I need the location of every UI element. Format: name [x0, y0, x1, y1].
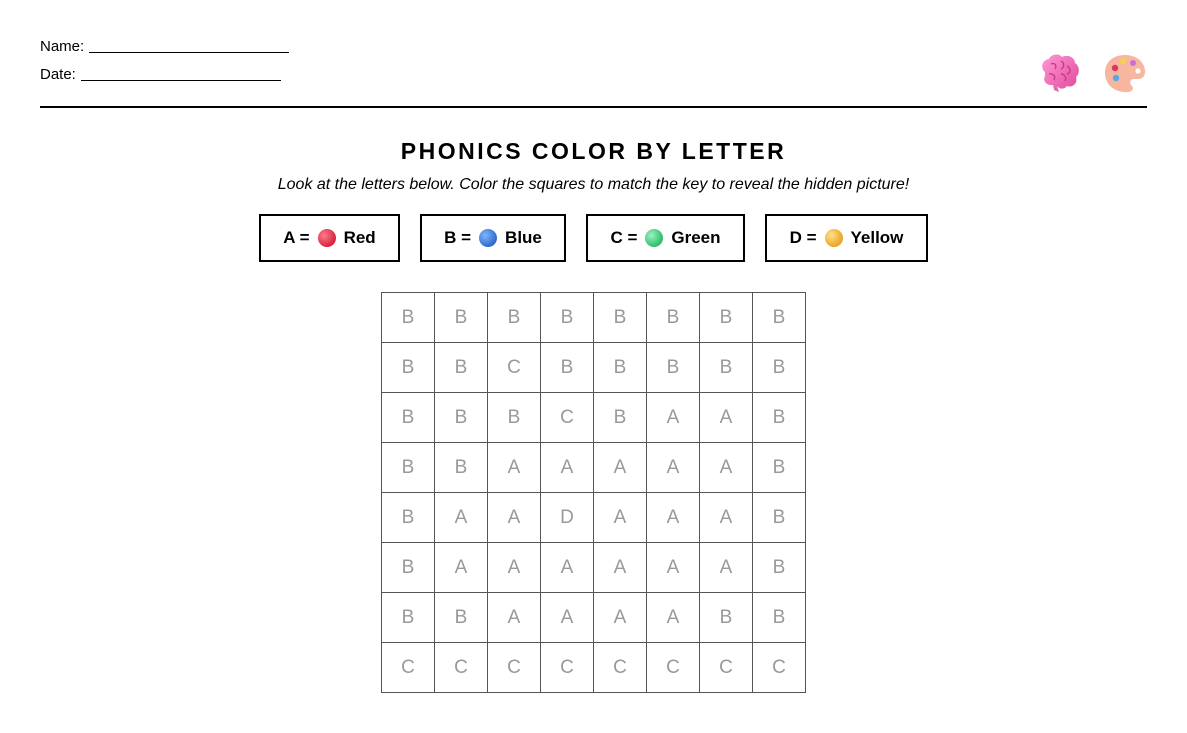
grid-cell[interactable]: B — [435, 293, 488, 343]
grid-cell[interactable]: A — [700, 393, 753, 443]
grid-cell[interactable]: C — [435, 643, 488, 693]
grid-cell[interactable]: A — [700, 543, 753, 593]
worksheet-instructions: Look at the letters below. Color the squares to match the key to reveal the hidden picture! — [277, 176, 910, 193]
grid-cell[interactable]: B — [594, 343, 647, 393]
grid-cell[interactable]: A — [488, 543, 541, 593]
grid-cell[interactable]: A — [541, 543, 594, 593]
grid-cell[interactable]: A — [647, 543, 700, 593]
grid-cell[interactable]: A — [647, 443, 700, 493]
brain-icon — [1037, 52, 1081, 94]
grid-cell[interactable]: B — [382, 543, 435, 593]
grid-cell[interactable]: B — [753, 593, 806, 643]
grid-cell[interactable]: B — [435, 343, 488, 393]
grid-cell[interactable]: C — [382, 643, 435, 693]
date-field-row — [40, 66, 281, 83]
grid-cell[interactable]: B — [700, 293, 753, 343]
grid-cell[interactable]: B — [382, 593, 435, 643]
key-color-name: Yellow — [850, 228, 904, 247]
grid-row — [382, 393, 806, 443]
grid-cell[interactable]: B — [753, 343, 806, 393]
key-color-name: Blue — [505, 228, 542, 247]
color-key — [0, 214, 1187, 262]
grid-cell[interactable]: B — [753, 543, 806, 593]
grid-cell[interactable]: C — [700, 643, 753, 693]
grid-cell[interactable]: B — [382, 393, 435, 443]
key-color-name: Green — [671, 228, 721, 247]
key-item-b — [420, 214, 566, 262]
grid-cell[interactable]: C — [647, 643, 700, 693]
worksheet-header — [40, 36, 1147, 106]
grid-cell[interactable]: A — [647, 393, 700, 443]
grid-cell[interactable]: A — [594, 543, 647, 593]
grid-cell[interactable]: A — [594, 493, 647, 543]
grid-row — [382, 343, 806, 393]
grid-cell[interactable]: B — [647, 343, 700, 393]
grid-row — [382, 293, 806, 343]
grid-cell[interactable]: A — [435, 493, 488, 543]
red-dot-icon — [318, 229, 336, 247]
grid-row — [382, 443, 806, 493]
grid-cell[interactable]: B — [700, 343, 753, 393]
date-field[interactable] — [81, 66, 281, 81]
key-letter: C = — [610, 228, 638, 247]
grid-cell[interactable]: D — [541, 493, 594, 543]
key-item-c — [586, 214, 745, 262]
grid-cell[interactable]: C — [488, 343, 541, 393]
grid-cell[interactable]: A — [435, 543, 488, 593]
key-item-d — [765, 214, 928, 262]
grid-cell[interactable]: B — [594, 393, 647, 443]
green-dot-icon — [645, 229, 663, 247]
key-item-a — [259, 214, 400, 262]
grid-cell[interactable]: A — [594, 443, 647, 493]
key-letter: B = — [444, 228, 472, 247]
grid-cell[interactable]: B — [382, 343, 435, 393]
grid-cell[interactable]: B — [488, 293, 541, 343]
grid-cell[interactable]: B — [594, 293, 647, 343]
grid-cell[interactable]: B — [541, 343, 594, 393]
grid-cell[interactable]: A — [700, 493, 753, 543]
grid-cell[interactable]: B — [753, 393, 806, 443]
grid-cell[interactable]: C — [753, 643, 806, 693]
grid-cell[interactable]: C — [488, 643, 541, 693]
letter-grid — [381, 292, 806, 693]
grid-cell[interactable]: B — [382, 443, 435, 493]
date-label: Date: — [40, 66, 76, 83]
grid-cell[interactable]: B — [382, 493, 435, 543]
key-letter: D = — [789, 228, 817, 247]
grid-cell[interactable]: B — [647, 293, 700, 343]
key-letter: A = — [283, 228, 310, 247]
grid-cell[interactable]: B — [700, 593, 753, 643]
grid-cell[interactable]: B — [435, 393, 488, 443]
grid-cell[interactable]: A — [541, 443, 594, 493]
name-label: Name: — [40, 38, 85, 55]
grid-cell[interactable]: A — [541, 593, 594, 643]
grid-cell[interactable]: B — [488, 393, 541, 443]
name-field[interactable] — [89, 38, 289, 53]
blue-dot-icon — [479, 229, 497, 247]
worksheet-title: PHONICS COLOR BY LETTER — [400, 138, 787, 164]
grid-cell[interactable]: A — [488, 443, 541, 493]
grid-cell[interactable]: A — [647, 593, 700, 643]
grid-cell[interactable]: B — [541, 293, 594, 343]
grid-cell[interactable]: A — [700, 443, 753, 493]
grid-row — [382, 643, 806, 693]
grid-cell[interactable]: B — [435, 443, 488, 493]
palette-icon — [1103, 52, 1147, 94]
header-icons — [1037, 52, 1147, 94]
grid-cell[interactable]: B — [753, 293, 806, 343]
name-field-row — [40, 38, 289, 55]
grid-cell[interactable]: C — [594, 643, 647, 693]
grid-cell[interactable]: A — [488, 493, 541, 543]
grid-cell[interactable]: B — [753, 443, 806, 493]
header-divider — [40, 106, 1147, 108]
key-color-name: Red — [343, 228, 376, 247]
grid-row — [382, 593, 806, 643]
grid-cell[interactable]: A — [488, 593, 541, 643]
grid-cell[interactable]: B — [435, 593, 488, 643]
grid-cell[interactable]: C — [541, 393, 594, 443]
grid-cell[interactable]: B — [382, 293, 435, 343]
grid-cell[interactable]: C — [541, 643, 594, 693]
grid-cell[interactable]: A — [647, 493, 700, 543]
grid-row — [382, 493, 806, 543]
grid-row — [382, 543, 806, 593]
grid-cell[interactable]: B — [753, 493, 806, 543]
yellow-dot-icon — [825, 229, 843, 247]
grid-cell[interactable]: A — [594, 593, 647, 643]
